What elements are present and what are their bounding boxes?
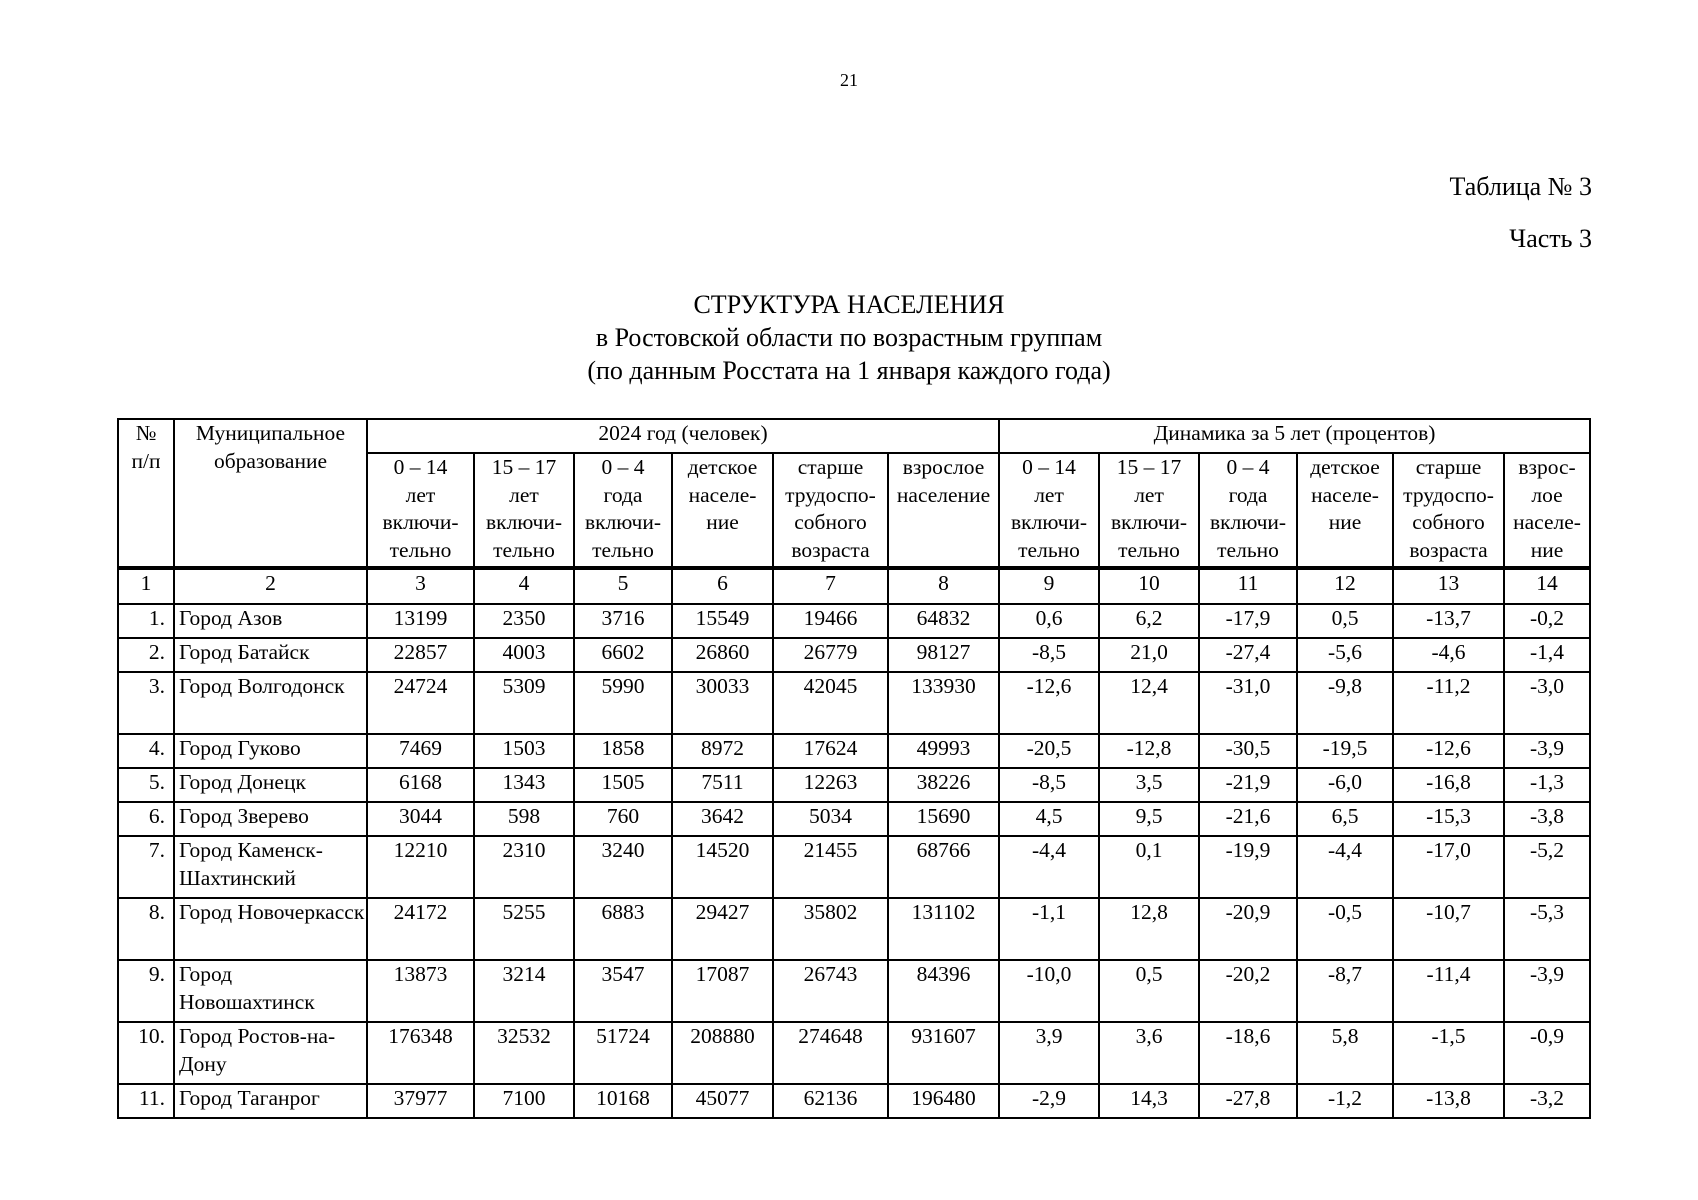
table-cell: -0,2	[1504, 604, 1590, 638]
municipality-name: Город Ростов-на-Дону	[174, 1022, 367, 1084]
table-row	[118, 1022, 1590, 1084]
table-cell: 133930	[888, 672, 999, 734]
table-heading	[0, 288, 1698, 387]
table-cell: -21,9	[1199, 768, 1297, 802]
table-cell: -1,5	[1393, 1022, 1504, 1084]
row-number: 3.	[118, 672, 174, 734]
table-cell: -20,5	[999, 734, 1099, 768]
table-row	[118, 672, 1590, 734]
table-cell: -4,4	[999, 836, 1099, 898]
table-row	[118, 1084, 1590, 1118]
table-cell: 13873	[367, 960, 474, 1022]
table-cell: 21,0	[1099, 638, 1199, 672]
table-row	[118, 768, 1590, 802]
municipality-name: Город Новошахтинск	[174, 960, 367, 1022]
table-cell: 4003	[474, 638, 574, 672]
table-cell: -27,8	[1199, 1084, 1297, 1118]
subheader-dynamics-6: взрос- лое населе- ние	[1504, 453, 1590, 568]
municipality-name: Город Таганрог	[174, 1084, 367, 1118]
table-cell: 3642	[672, 802, 773, 836]
table-cell: 84396	[888, 960, 999, 1022]
subheader-dynamics-4: детское населе- ние	[1297, 453, 1393, 568]
column-number-row	[118, 568, 1590, 604]
subheader-2024-1: 0 – 14 лет включи- тельно	[367, 453, 474, 568]
table-cell: -9,8	[1297, 672, 1393, 734]
table-cell: 5,8	[1297, 1022, 1393, 1084]
column-number: 3	[367, 568, 474, 604]
municipality-name: Город Гуково	[174, 734, 367, 768]
table-cell: -8,7	[1297, 960, 1393, 1022]
table-cell: -13,7	[1393, 604, 1504, 638]
table-cell: 98127	[888, 638, 999, 672]
column-number: 12	[1297, 568, 1393, 604]
table-cell: -17,9	[1199, 604, 1297, 638]
table-cell: 2310	[474, 836, 574, 898]
table-cell: 7100	[474, 1084, 574, 1118]
municipality-name: Город Новочеркасск	[174, 898, 367, 960]
heading-subtitle: в Ростовской области по возрастным группам	[595, 323, 1103, 352]
municipality-name: Город Зверево	[174, 802, 367, 836]
table-cell: -10,7	[1393, 898, 1504, 960]
table-cell: 10168	[574, 1084, 672, 1118]
header-row-groups	[118, 419, 1590, 453]
table-cell: 38226	[888, 768, 999, 802]
table-cell: -17,0	[1393, 836, 1504, 898]
table-cell: -3,0	[1504, 672, 1590, 734]
table-cell: 2350	[474, 604, 574, 638]
column-number: 11	[1199, 568, 1297, 604]
table-cell: -1,3	[1504, 768, 1590, 802]
municipality-name: Город Волгодонск	[174, 672, 367, 734]
table-cell: -19,9	[1199, 836, 1297, 898]
row-number: 10.	[118, 1022, 174, 1084]
table-cell: -13,8	[1393, 1084, 1504, 1118]
row-number: 5.	[118, 768, 174, 802]
row-number: 6.	[118, 802, 174, 836]
table-row	[118, 734, 1590, 768]
row-number: 4.	[118, 734, 174, 768]
table-cell: -6,0	[1297, 768, 1393, 802]
table-cell: 598	[474, 802, 574, 836]
table-cell: 17624	[773, 734, 888, 768]
subheader-2024-5: старше трудоспо- собного возраста	[773, 453, 888, 568]
table-cell: -8,5	[999, 638, 1099, 672]
table-cell: 17087	[672, 960, 773, 1022]
table-cell: 3240	[574, 836, 672, 898]
table-cell: 5309	[474, 672, 574, 734]
table-cell: 62136	[773, 1084, 888, 1118]
table-cell: -0,5	[1297, 898, 1393, 960]
table-part: Часть 3	[1509, 224, 1592, 253]
table-cell: 6602	[574, 638, 672, 672]
table-cell: -1,4	[1504, 638, 1590, 672]
row-number: 1.	[118, 604, 174, 638]
table-cell: -5,6	[1297, 638, 1393, 672]
table-cell: -2,9	[999, 1084, 1099, 1118]
table-cell: 176348	[367, 1022, 474, 1084]
table-cell: 5990	[574, 672, 672, 734]
table-cell: -20,9	[1199, 898, 1297, 960]
table-cell: 6,2	[1099, 604, 1199, 638]
table-cell: 64832	[888, 604, 999, 638]
table-cell: 32532	[474, 1022, 574, 1084]
table-cell: 26860	[672, 638, 773, 672]
table-cell: 15549	[672, 604, 773, 638]
table-cell: 760	[574, 802, 672, 836]
table-cell: -3,9	[1504, 734, 1590, 768]
table-cell: 26779	[773, 638, 888, 672]
column-number: 9	[999, 568, 1099, 604]
table-cell: -1,1	[999, 898, 1099, 960]
table-cell: 12210	[367, 836, 474, 898]
column-number: 4	[474, 568, 574, 604]
table-cell: -10,0	[999, 960, 1099, 1022]
municipality-name: Город Донецк	[174, 768, 367, 802]
table-cell: 1858	[574, 734, 672, 768]
table-cell: 3044	[367, 802, 474, 836]
table-cell: 0,6	[999, 604, 1099, 638]
column-number: 7	[773, 568, 888, 604]
table-cell: -18,6	[1199, 1022, 1297, 1084]
table-cell: 12,8	[1099, 898, 1199, 960]
table-row	[118, 802, 1590, 836]
table-cell: -19,5	[1297, 734, 1393, 768]
table-cell: -12,6	[999, 672, 1099, 734]
table-cell: 24724	[367, 672, 474, 734]
table-cell: 14,3	[1099, 1084, 1199, 1118]
column-number: 5	[574, 568, 672, 604]
table-cell: 3716	[574, 604, 672, 638]
table-cell: -31,0	[1199, 672, 1297, 734]
table-cell: -1,2	[1297, 1084, 1393, 1118]
table-cell: 1505	[574, 768, 672, 802]
table-cell: 7469	[367, 734, 474, 768]
municipality-name: Город Батайск	[174, 638, 367, 672]
table-cell: 5255	[474, 898, 574, 960]
table-cell: -16,8	[1393, 768, 1504, 802]
table-cell: -12,6	[1393, 734, 1504, 768]
subheader-dynamics-5: старше трудоспо- собного возраста	[1393, 453, 1504, 568]
header-group-dynamics: Динамика за 5 лет (процентов)	[999, 419, 1590, 453]
table-cell: 3214	[474, 960, 574, 1022]
table-cell: 68766	[888, 836, 999, 898]
subheader-2024-3: 0 – 4 года включи- тельно	[574, 453, 672, 568]
table-cell: 13199	[367, 604, 474, 638]
municipality-name: Город Азов	[174, 604, 367, 638]
table-cell: -11,4	[1393, 960, 1504, 1022]
table-cell: 12,4	[1099, 672, 1199, 734]
row-number: 11.	[118, 1084, 174, 1118]
table-cell: 26743	[773, 960, 888, 1022]
column-number: 13	[1393, 568, 1504, 604]
table-cell: 5034	[773, 802, 888, 836]
table-cell: 12263	[773, 768, 888, 802]
table-cell: -3,9	[1504, 960, 1590, 1022]
subheader-2024-4: детское населе- ние	[672, 453, 773, 568]
heading-title: СТРУКТУРА НАСЕЛЕНИЯ	[693, 290, 1005, 319]
table-cell: 196480	[888, 1084, 999, 1118]
table-cell: 1343	[474, 768, 574, 802]
table-body	[118, 568, 1590, 1118]
table-row	[118, 638, 1590, 672]
header-number: № п/п	[118, 419, 174, 568]
table-cell: 0,1	[1099, 836, 1199, 898]
table-cell: -21,6	[1199, 802, 1297, 836]
column-number: 8	[888, 568, 999, 604]
table-cell: 30033	[672, 672, 773, 734]
table-cell: -20,2	[1199, 960, 1297, 1022]
table-row	[118, 836, 1590, 898]
table-cell: -12,8	[1099, 734, 1199, 768]
table-cell: 35802	[773, 898, 888, 960]
table-cell: 37977	[367, 1084, 474, 1118]
table-cell: 931607	[888, 1022, 999, 1084]
table-cell: 4,5	[999, 802, 1099, 836]
table-cell: 3,9	[999, 1022, 1099, 1084]
heading-source-note: (по данным Росстата на 1 января каждого года)	[587, 356, 1111, 385]
table-cell: 208880	[672, 1022, 773, 1084]
table-cell: 0,5	[1099, 960, 1199, 1022]
table-cell: 131102	[888, 898, 999, 960]
table-cell: -3,8	[1504, 802, 1590, 836]
column-number: 10	[1099, 568, 1199, 604]
row-number: 9.	[118, 960, 174, 1022]
table-row	[118, 604, 1590, 638]
table-cell: 3547	[574, 960, 672, 1022]
table-cell: 6168	[367, 768, 474, 802]
subheader-dynamics-1: 0 – 14 лет включи- тельно	[999, 453, 1099, 568]
table-cell: 9,5	[1099, 802, 1199, 836]
subheader-2024-2: 15 – 17 лет включи- тельно	[474, 453, 574, 568]
subheader-dynamics-2: 15 – 17 лет включи- тельно	[1099, 453, 1199, 568]
table-cell: 42045	[773, 672, 888, 734]
table-cell: -4,4	[1297, 836, 1393, 898]
table-cell: -8,5	[999, 768, 1099, 802]
table-cell: 24172	[367, 898, 474, 960]
column-number: 2	[174, 568, 367, 604]
table-cell: 21455	[773, 836, 888, 898]
header-municipality: Муниципальное образование	[174, 419, 367, 568]
table-row	[118, 960, 1590, 1022]
table-row	[118, 898, 1590, 960]
table-cell: 6883	[574, 898, 672, 960]
column-number: 14	[1504, 568, 1590, 604]
table-cell: -4,6	[1393, 638, 1504, 672]
table-cell: 7511	[672, 768, 773, 802]
page-number: 21	[840, 70, 858, 90]
header-group-2024: 2024 год (человек)	[367, 419, 999, 453]
table-cell: 15690	[888, 802, 999, 836]
subheader-2024-6: взрослое население	[888, 453, 999, 568]
table-cell: 22857	[367, 638, 474, 672]
table-cell: 19466	[773, 604, 888, 638]
table-cell: 51724	[574, 1022, 672, 1084]
table-cell: 3,5	[1099, 768, 1199, 802]
table-cell: 0,5	[1297, 604, 1393, 638]
table-cell: -27,4	[1199, 638, 1297, 672]
table-cell: 49993	[888, 734, 999, 768]
table-cell: 274648	[773, 1022, 888, 1084]
table-cell: -0,9	[1504, 1022, 1590, 1084]
table-cell: 6,5	[1297, 802, 1393, 836]
table-cell: -5,2	[1504, 836, 1590, 898]
row-number: 7.	[118, 836, 174, 898]
table-cell: 29427	[672, 898, 773, 960]
population-structure-table	[117, 418, 1591, 1119]
table-cell: 45077	[672, 1084, 773, 1118]
table-cell: 14520	[672, 836, 773, 898]
table-cell: -15,3	[1393, 802, 1504, 836]
table-cell: 8972	[672, 734, 773, 768]
table-cell: -30,5	[1199, 734, 1297, 768]
column-number: 1	[118, 568, 174, 604]
row-number: 8.	[118, 898, 174, 960]
subheader-dynamics-3: 0 – 4 года включи- тельно	[1199, 453, 1297, 568]
row-number: 2.	[118, 638, 174, 672]
table-cell: -11,2	[1393, 672, 1504, 734]
column-number: 6	[672, 568, 773, 604]
table-cell: 1503	[474, 734, 574, 768]
table-cell: -5,3	[1504, 898, 1590, 960]
table-caption: Таблица № 3	[1449, 172, 1592, 201]
table-cell: 3,6	[1099, 1022, 1199, 1084]
municipality-name: Город Каменск-Шахтинский	[174, 836, 367, 898]
table-cell: -3,2	[1504, 1084, 1590, 1118]
